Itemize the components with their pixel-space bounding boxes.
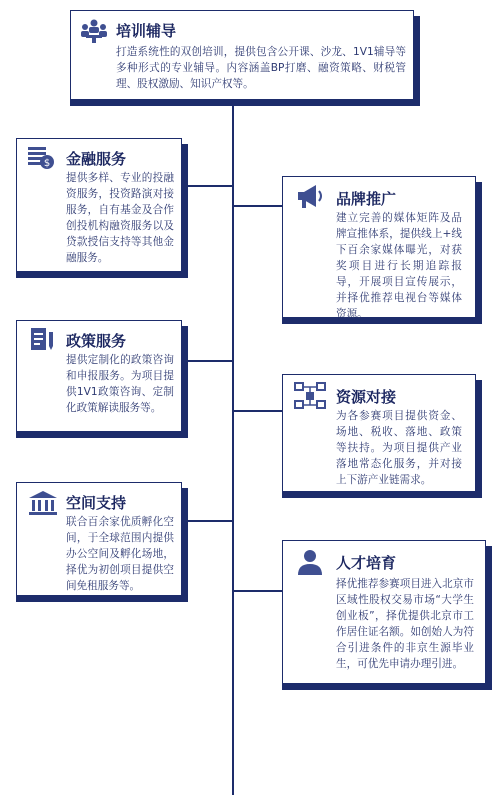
card-body: 为各参赛项目提供资金、场地、税收、落地、政策等扶持。为项目提供产业落地常态化服务，并对接上下游产业链需求。: [336, 410, 462, 486]
timeline-spine: [232, 96, 234, 795]
card-brand: [282, 176, 482, 324]
person-icon: [296, 548, 324, 576]
card-title: 人才培育: [336, 554, 397, 572]
card-title: 培训辅导: [116, 22, 177, 40]
card-space: [16, 482, 188, 602]
group-meeting-icon: [80, 18, 108, 44]
card-title: 资源对接: [336, 388, 397, 406]
card-body: 打造系统性的双创培训，提供包含公开课、沙龙、1V1辅导等多种形式的专业辅导。内容涵盖BP打磨、融资策略、财税管理、股权激励、知识产权等。: [116, 46, 406, 90]
card-policy: [16, 320, 188, 438]
connector-space: [182, 520, 234, 522]
card-body: 提供多样、专业的投融资服务，投资路演对接服务，自有基金及合作创投机构融资服务以及贷款授信支持等其他金融服务。: [66, 172, 174, 264]
document-pen-icon: [28, 326, 56, 354]
connector-talent: [232, 590, 284, 592]
svg-text:$: $: [43, 158, 51, 169]
network-nodes-icon: [294, 382, 326, 410]
card-body: 提供定制化的政策咨询和申报服务。为项目提供1V1政策咨询、定制化政策解读服务等。: [66, 354, 174, 414]
card-body: 联合百余家优质孵化空间，于全球范围内提供办公空间及孵化场地，择优为初创项目提供空间免租服务等。: [66, 516, 174, 592]
building-columns-icon: [28, 490, 58, 516]
card-title: 金融服务: [66, 150, 127, 168]
money-stack-icon: [26, 144, 56, 172]
card-talent: [282, 540, 492, 690]
card-finance: [16, 138, 188, 278]
card-resource: [282, 374, 482, 498]
connector-brand: [232, 205, 284, 207]
card-training: [70, 10, 420, 106]
card-title: 品牌推广: [336, 190, 397, 208]
card-body: 择优推荐参赛项目进入北京市区域性股权交易市场“大学生创业板”，择优提供北京市工作居住证名额。如创始人为符合引进条件的非京生源毕业生，可优先申请办理引进。: [336, 578, 474, 670]
megaphone-icon: [294, 182, 326, 212]
card-title: 空间支持: [66, 494, 127, 512]
connector-finance: [182, 185, 234, 187]
card-body: 建立完善的媒体矩阵及品牌宣推体系，提供线上+线下百余家媒体曝光，对获奖项目进行长期追踪报导，开展项目宣传展示，并择优推荐电视台等媒体资源。: [336, 212, 462, 320]
card-title: 政策服务: [66, 332, 127, 350]
connector-resource: [232, 410, 284, 412]
connector-policy: [182, 360, 234, 362]
